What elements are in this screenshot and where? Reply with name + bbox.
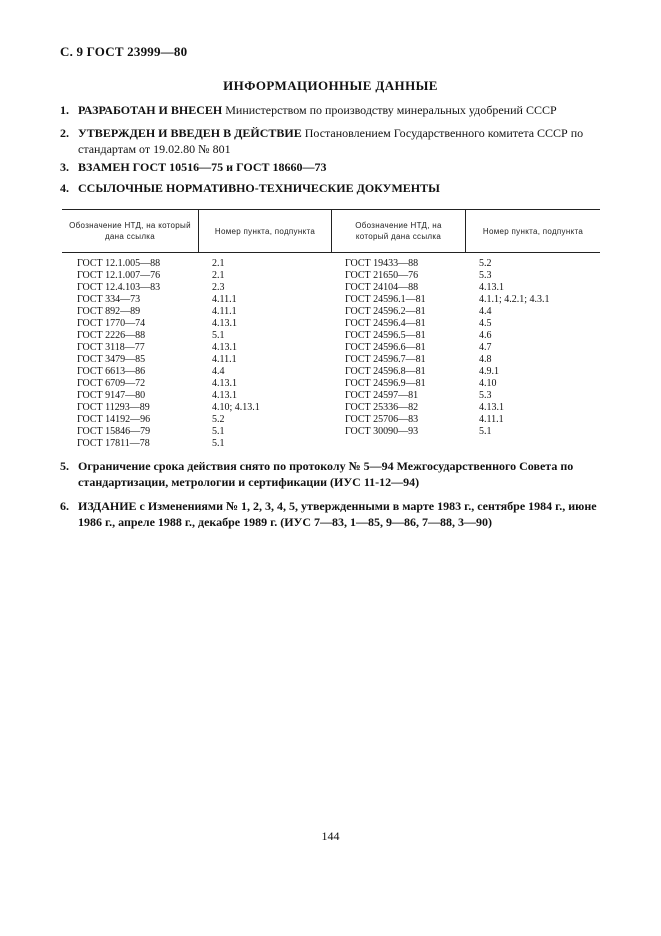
table-cell: ГОСТ 24596.8—81	[345, 366, 426, 377]
info-item-2	[60, 125, 605, 157]
table-cell: ГОСТ 19433—88	[345, 258, 419, 269]
table-cell: 4.13.1	[212, 378, 237, 389]
table-cell: 4.4	[479, 306, 492, 317]
table-cell: ГОСТ 25706—83	[345, 414, 419, 425]
table-cell: ГОСТ 25336—82	[345, 402, 419, 413]
info-item-3	[60, 159, 605, 175]
table-cell: ГОСТ 24597—81	[345, 390, 419, 401]
table-cell: ГОСТ 24596.1—81	[345, 294, 426, 305]
table-cell: 4.11.1	[479, 414, 504, 425]
table-cell: ГОСТ 2226—88	[77, 330, 146, 341]
table-cell: ГОСТ 30090—93	[345, 426, 419, 437]
table-cell: 4.13.1	[479, 282, 504, 293]
table-cell: ГОСТ 12.1.007—76	[77, 270, 161, 281]
table-cell: 2.1	[212, 270, 225, 281]
table-cell: 4.4	[212, 366, 225, 377]
table-cell: ГОСТ 12.4.103—83	[77, 282, 161, 293]
table-cell: 4.1.1; 4.2.1; 4.3.1	[479, 294, 550, 305]
table-cell: 4.6	[479, 330, 492, 341]
column-left-points	[198, 258, 331, 450]
table-cell: ГОСТ 1770—74	[77, 318, 146, 329]
table-cell: 5.3	[479, 270, 492, 281]
table-cell: 4.11.1	[212, 294, 237, 305]
item-number: 3.	[60, 160, 69, 174]
table-cell: ГОСТ 6613—86	[77, 366, 146, 377]
table-cell: ГОСТ 9147—80	[77, 390, 146, 401]
item-number: 4.	[60, 181, 69, 195]
column-right-docs	[331, 258, 465, 450]
table-cell: 4.10	[479, 378, 497, 389]
reference-documents-table	[62, 209, 600, 450]
column-left-docs	[62, 258, 198, 450]
table-cell: 2.3	[212, 282, 225, 293]
item-number: 5.	[60, 459, 69, 473]
table-cell: ГОСТ 24596.7—81	[345, 354, 426, 365]
table-cell: ГОСТ 17811—78	[77, 438, 150, 449]
table-cell: 4.9.1	[479, 366, 499, 377]
table-cell: ГОСТ 24104—88	[345, 282, 419, 293]
table-cell: ГОСТ 24596.5—81	[345, 330, 426, 341]
table-header-row	[62, 210, 600, 253]
table-cell: ГОСТ 24596.2—81	[345, 306, 426, 317]
table-cell: 4.8	[479, 354, 492, 365]
table-cell: 4.11.1	[212, 354, 237, 365]
table-cell: ГОСТ 892—89	[77, 306, 141, 317]
table-cell: 5.1	[479, 426, 492, 437]
table-cell: ГОСТ 24596.9—81	[345, 378, 426, 389]
info-item-5	[60, 458, 605, 490]
table-cell: 5.3	[479, 390, 492, 401]
table-cell: 4.7	[479, 342, 492, 353]
info-item-4	[60, 180, 605, 196]
table-cell: 5.2	[479, 258, 492, 269]
item-text: Постановлением Государственного комитета СССР по стандартам от 19.02.80 № 801	[78, 126, 584, 156]
item-number: 2.	[60, 126, 69, 140]
header-point-left: Номер пункта, подпункта	[198, 210, 331, 252]
column-right-points	[465, 258, 600, 450]
table-cell: 4.13.1	[212, 390, 237, 401]
header-point-right: Номер пункта, подпункта	[465, 210, 600, 252]
table-cell: 4.5	[479, 318, 492, 329]
page-number: 144	[321, 829, 340, 843]
table-cell: 4.10; 4.13.1	[212, 402, 260, 413]
table-cell: 5.1	[212, 330, 225, 341]
table-cell: ГОСТ 14192—96	[77, 414, 151, 425]
info-item-6	[60, 498, 605, 530]
table-body	[62, 253, 600, 450]
item-lead: УТВЕРЖДЕН И ВВЕДЕН В ДЕЙСТВИЕ	[78, 126, 302, 140]
item-lead: ССЫЛОЧНЫЕ НОРМАТИВНО-ТЕХНИЧЕСКИЕ ДОКУМЕНТЫ	[78, 181, 440, 195]
item-number: 6.	[60, 499, 69, 513]
table-cell: ГОСТ 6709—72	[77, 378, 146, 389]
header-doc-left: Обозначение НТД, на который дана ссылка	[69, 221, 191, 241]
header-doc-right: Обозначение НТД, на который дана ссылка	[331, 210, 465, 252]
table-cell: ГОСТ 15846—79	[77, 426, 151, 437]
table-cell: 5.1	[212, 426, 225, 437]
table-cell: ГОСТ 24596.6—81	[345, 342, 426, 353]
item-lead: Ограничение срока действия снято по протоколу № 5—94 Межгосударственного Совета по стандартизации, метрологии и сертификации (ИУС 11-12—94)	[78, 459, 574, 489]
table-cell: ГОСТ 21650—76	[345, 270, 419, 281]
table-cell: ГОСТ 3479—85	[77, 354, 146, 365]
page-header: С. 9 ГОСТ 23999—80	[60, 44, 188, 59]
item-lead: ВЗАМЕН ГОСТ 10516—75 и ГОСТ 18660—73	[78, 160, 327, 174]
table-cell: 4.13.1	[479, 402, 504, 413]
table-cell: 4.13.1	[212, 318, 237, 329]
table-cell: 5.2	[212, 414, 225, 425]
item-text: Министерством по производству минеральных удобрений СССР	[222, 103, 557, 117]
table-cell: 4.13.1	[212, 342, 237, 353]
table-cell: ГОСТ 3118—77	[77, 342, 145, 353]
table-cell: ГОСТ 12.1.005—88	[77, 258, 161, 269]
table-cell: 2.1	[212, 258, 225, 269]
section-title: ИНФОРМАЦИОННЫЕ ДАННЫЕ	[223, 78, 438, 93]
table-cell: ГОСТ 11293—89	[77, 402, 150, 413]
item-lead: РАЗРАБОТАН И ВНЕСЕН	[78, 103, 223, 117]
item-lead: ИЗДАНИЕ с Изменениями № 1, 2, 3, 4, 5, утвержденными в марте 1983 г., сентябре 1984 г., июне 1986 г., апреле 1988 г., декабре 1989 г. (ИУС 7—83, 1—85, 9—86, 7—88, 3—90)	[78, 499, 597, 529]
info-item-1	[60, 102, 605, 118]
table-cell: ГОСТ 334—73	[77, 294, 141, 305]
table-cell: ГОСТ 24596.4—81	[345, 318, 426, 329]
table-cell: 4.11.1	[212, 306, 237, 317]
table-cell: 5.1	[212, 438, 225, 449]
item-number: 1.	[60, 103, 69, 117]
